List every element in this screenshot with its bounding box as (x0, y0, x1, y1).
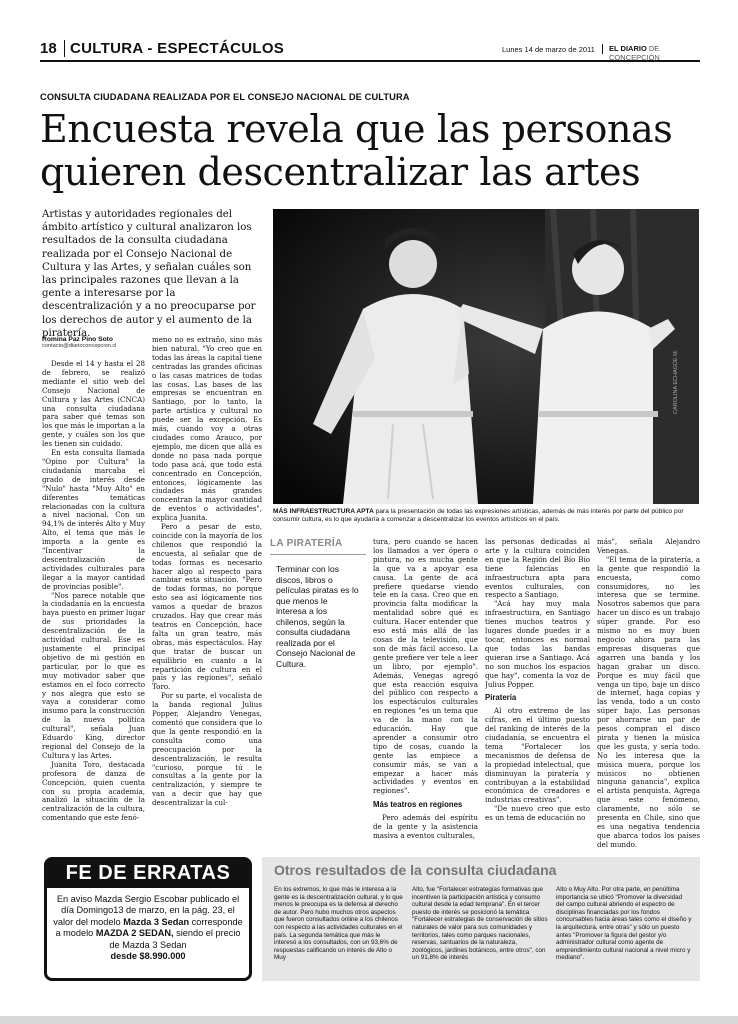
article-column-1 (42, 360, 145, 842)
errata-text (47, 888, 249, 962)
paper-name: EL DIARIO (609, 44, 647, 53)
errata-title: FE DE ERRATAS (47, 860, 249, 888)
article-photo (273, 209, 699, 504)
paragraph: Al otro extremo de las cifras, en el último puesto del ranking de interés de la ciudadanía, se encuentra el tema "Fortalecer los mecanismos de defensa de la propiedad intelectual, que disminuyan la piratería y contribuyan a la estabilidad económica de creadores e industrias creativas". (485, 706, 590, 805)
date-divider (602, 44, 603, 54)
bottom-rule (0, 1016, 738, 1024)
kicker: CONSULTA CIUDADANA REALIZADA POR EL CONSEJO NACIONAL DE CULTURA (40, 92, 410, 102)
errata-line-2: corresponde a modelo (55, 916, 243, 939)
errata-line-1: En aviso Mazda Sergio Escobar publicado el día Domingo13 de marzo, en la pág. 23, el valor del modelo (53, 894, 240, 927)
paper-logo (609, 44, 700, 62)
issue-date: Lunes 14 de marzo de 2011 (502, 45, 595, 54)
paragraph: meno no es extraño, sino más bien natural. "Yo creo que en todas las áreas la capital tiene centradas las grandes oficinas o las casas matrices de todas las cosas. Las bases de las empresas se encuentran en Santiago, por lo tanto, la parte artística y cultural no puede ser la excepción. Es más, cuando voy a otras ciudades como Arauco, por ejemplo, me dicen que allá es donde no pasa nada porque todo pasa acá, que todo está concentrado en Concepción, entonces, lógicamente las ciudades más grandes concentran la mayor cantidad de eventos o actividades", explica Juanita. (152, 336, 262, 523)
caption-text: para la presentación de todas las expresiones artísticas, además de más interés por parte del público por consumir cultura, es lo que ayudaría a comenzar a descentralizar los eventos artísticos en el país. (273, 508, 684, 523)
page-number: 18 (40, 40, 57, 57)
errata-box (44, 857, 252, 981)
sidebar-text: Terminar con los discos, libros o películas piratas es lo que menos le interesa a los chilenos, según la consulta ciudadana realizada por el Consejo Nacional de Cultura. (276, 564, 359, 669)
byline (42, 336, 144, 349)
page-header (40, 36, 700, 62)
paragraph: Juanita Toro, destacada profesora de danza de Concepción, quien cuenta con su propia academia, analizó la situación de la centralización de la cultura, comentando que este fenó- (42, 759, 145, 823)
photo-caption (273, 508, 699, 524)
paragraph: "El tema de la piratería, a la gente que respondió la encuesta, como consumidores, no les interesa que se termine. Nosotros sabemos que para hacer un disco es un trabajo súper grande. Por eso mismo no es muy buen negocio ahora para las empresas disqueras que agarren una banda y los hagan grabar un disco. Porque es muy fácil que venga un tipo, baje un disco de internet, haga copias y las venda, todo a un costo súper bajo. Las personas por ahorrarse un par de pesos compran el disco pirata y tienen la música que les gusta, y sería todo. No les interesa que la música muera, porque los músicos no obtienen ninguna ganancia", explica el artista penquista. Agrega que este fenómeno, claramente, no sólo se presenta en Chile, sino que es una negativa tendencia que abarca todos los países del mundo. (597, 554, 700, 848)
subheading-teatros: Más teatros en regiones (373, 800, 463, 810)
errata-line-3: siendo el precio de Mazda 3 Sedan (109, 928, 241, 950)
other-results-title: Otros resultados de la consulta ciudadana (274, 862, 557, 878)
paragraph: las personas dedicadas al arte y la cultura coinciden en que la Región del Bío Bío tiene falencias en infraestructura apta para eventos culturales, con respecto a Santiago. (485, 538, 590, 600)
paragraph: Desde el 14 y hasta el 28 de febrero, se realizó mediante el sitio web del Consejo Nacional de Cultura y las Artes (CNCA) una consulta ciudadana para saber qué temas son los que más le importan a la gente, y cuáles son los que les tienen sin cuidado. (42, 360, 145, 449)
photo-credit: CAROLINA ECHAGÜE M. (673, 349, 679, 414)
article-column-5 (485, 538, 590, 848)
errata-model-a: Mazda 3 Sedan (123, 916, 190, 927)
headline-line-1: Encuesta revela que las personas (40, 107, 673, 151)
headline-line-2: quieren descentralizar las artes (40, 150, 641, 194)
paragraph: Pero además del espíritu de la gente y la asistencia masiva a eventos culturales, (373, 813, 478, 840)
sidebar-box (270, 538, 366, 668)
other-results-box (262, 857, 700, 981)
other-results-col-1: En los extremos, lo que más le interesa a la gente es la descentralización cultural, y lo que menos le preocupa es la defensa al derecho de autor. Pero hubo muchos otros aspectos que fueron consultados online a los chilenos con respecto a las actividades culturales en el país. La segunda temática que más le interesó a los consultados, con un 93,6% de respuestas calificando un interés de Alto o Muy (274, 886, 403, 962)
lead-paragraph: Artistas y autoridades regionales del ámbito artístico y cultural analizaron los resultados de la consulta ciudadana realizada por el Consejo Nacional de Cultura y las Artes, y señalan cuáles son las principales razones que llevan a la gente a interesarse por la descentralización y a no preocuparse por los derechos de autor y el aumento de la piratería. (42, 209, 256, 339)
sidebar-rule (270, 554, 366, 555)
errata-price: desde $8.990.000 (110, 951, 186, 962)
errata-model-b: MAZDA 2 SEDAN, (95, 928, 174, 939)
paragraph: "De nuevo creo que esto es un tema de educación no (485, 804, 590, 823)
article-column-4 (373, 538, 478, 848)
author-email: contacto@diarioconcepcion.cl (42, 343, 117, 349)
paragraph: Pero a pesar de esto, coincide con la mayoría de los chilenos que respondió la encuesta, al señalar que de todas formas es necesario hacer algo al respecto para cambiar esta situación. "Pero de todas formas, no porque esto sea así lógicamente nos vamos a quedar de brazos cruzados. Hay que crear más teatros en Concepción, hace falta un gran teatro, más obras, más espectáculos. Hay que tratar de buscar un equilibrio en cuanto a la repartición de cultura en el país y las regiones", señaló Toro. (152, 522, 262, 692)
paragraph: "Acá hay muy mala infraestructura, en Santiago tienes muchos teatros y lugares donde puedes ir a tocar, entonces es normal que todas las bandas quieran irse a Santiago. Acá no son muchos los espacios que hay", comenta la voz de Julius Popper. (485, 599, 590, 689)
paragraph: más", señala Alejandro Venegas. (597, 538, 700, 555)
paragraph: "Nos parece notable que la ciudadanía en la encuesta haya puesto en primer lugar de sus prioridades la descentralización de la actividad cultural. Ese es justamente el principal objetivo de mi gestión en particular, por lo que es muy motivador saber que estamos en el foco correcto y nos alegra que esto se vaya a considerar como insumo para la construcción de la nueva política cultural", señala Juan Eduardo King, director regional del Consejo de la Cultura y las Artes. (42, 590, 145, 760)
other-results-col-2: Alto, fue "Fortalecer estrategias formativas que incentiven la participación artística y consumo cultural desde la edad temprana". En el tercer puesto de interés se posicionó la temática "Fortalecer estrategias de conservación de sitios naturales de valor para sus comunidades y territorios, tales como parques nacionales, reservas, santuarios de la naturaleza, zoológicos, jardines botánicos, entre otros", con un 91,8% de interés (412, 886, 548, 962)
paragraph: Por su parte, el vocalista de la banda regional Julius Popper, Alejandro Venegas, comentó que considera que lo que la gente respondió en la consulta como una preocupación por la descentralización, le resulta "curioso, porque tú le consultas a la gente por la centralización, y siempre te van a decir que hay que descentralizar la cul- (152, 691, 262, 808)
header-divider (64, 40, 65, 57)
subheading-pirateria: Piratería (485, 693, 517, 703)
article-column-6 (597, 538, 700, 848)
paper-suffix: DE CONCEPCIÓN (609, 44, 660, 62)
paragraph: En esta consulta llamada "Opino por Cultura" la ciudadanía marcaba el grado de interés desde "Nulo" hasta "Muy Alto" en diferentes temáticas relacionadas con la cultura a nivel nacional. Con un 94,1% de interés Alto y Muy Alto, el tema que más le importa a la gente es "Incentivar la descentralización de actividades culturales para llegar a la mayor cantidad de provincias posible". (42, 448, 145, 591)
other-results-col-3: Alto o Muy Alto. Por otra parte, en penúltima importancia se ubicó "Promover la diversidad del campo cultural abriendo el espectro de disciplinas financiadas por los fondos concursables hacia áreas tales como el diseño y la arquitectura, entre otras" y sólo un puesto antes "Promover la figura del gestor y/o administrador cultural como agente de emprendimiento cultural nacional a nivel micro y mediano". (556, 886, 692, 962)
paragraph: tura, pero cuando se hacen los llamados a ver ópera o pintura, no es mucha gente la que va a apoyar esa causa. La gente de acá prefiere quedarse viendo tele en la casa. Creo que en provincia falta modificar la mentalidad sobre qué es cultura. Hacer entender que eso está más allá de las cosas de la televisión, que son de más fácil acceso. La gente prefiere ver tele a leer un libro, por ejemplo". Además, Venegas agregó que esta reacción esquiva del público con respecto a los espectáculos culturales en regiones "es un tema que va de la mano con la educación. Hay que aprender a consumir otro tipo de cosas, cuando la gente las empiece a consumir más, se van a empezar a hacer más actividades y eventos en regiones". (373, 538, 478, 796)
photo-illustration (273, 209, 699, 504)
caption-bold: MÁS INFRAESTRUCTURA APTA (273, 508, 374, 515)
headline (40, 108, 710, 194)
section-title: CULTURA - ESPECTÁCULOS (70, 40, 285, 57)
sidebar-title: LA PIRATERÍA (270, 538, 343, 549)
author-name: Romina Paz Pino Soto (42, 336, 113, 343)
article-column-2 (152, 336, 262, 844)
